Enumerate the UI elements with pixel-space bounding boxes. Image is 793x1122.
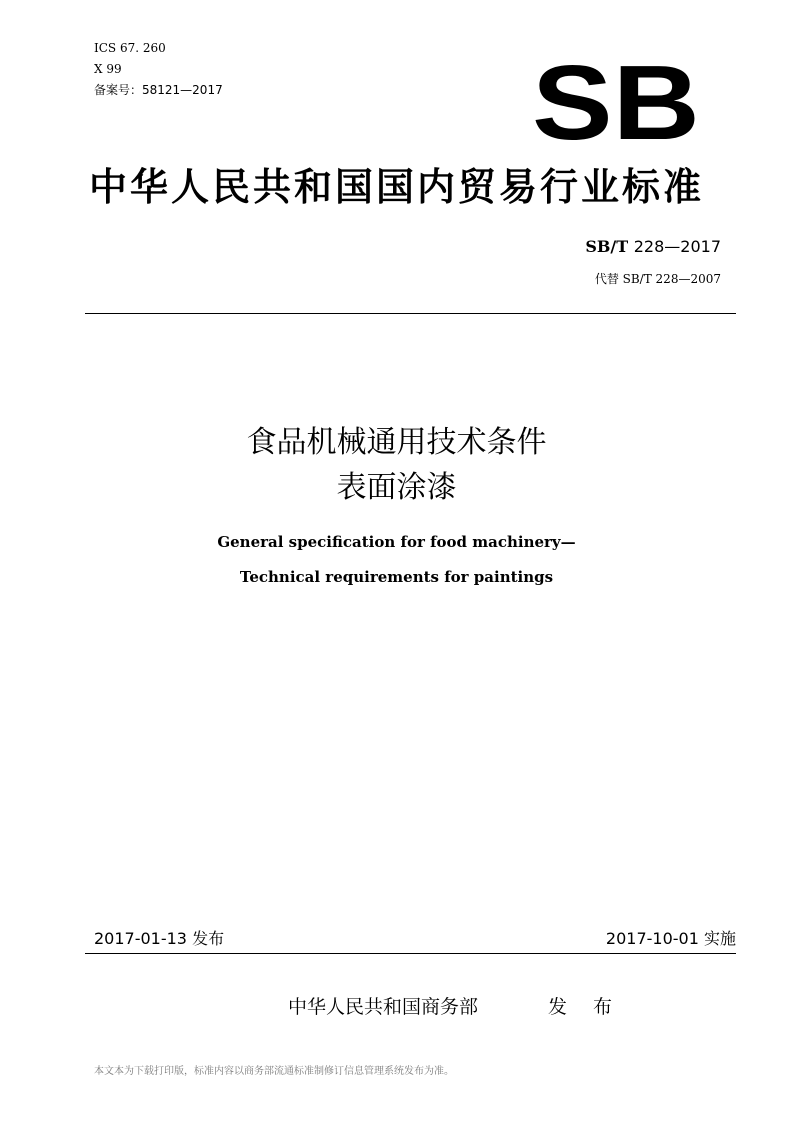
issuer-title: 中华人民共和国国内贸易行业标准 (88, 165, 704, 209)
replaces-standard: 代替 SB/T 228—2007 (594, 272, 721, 286)
record-number: 备案号：58121—2017 (94, 83, 223, 97)
issue-date: 2017-01-13 发布 (94, 929, 225, 948)
publish-label: 发 布 (548, 996, 623, 1018)
standard-number (585, 237, 721, 257)
standard-number-value: 228—2017 (633, 237, 721, 256)
bottom-divider (85, 953, 736, 954)
implementation-date: 2017-10-01 实施 (605, 929, 736, 948)
sb-logo-text: SB (532, 59, 700, 145)
classification-code: X 99 (94, 62, 122, 76)
standard-prefix: SB/T (585, 237, 634, 256)
top-divider (85, 313, 736, 314)
ics-code: ICS 67. 260 (94, 41, 166, 55)
title-english-main: General specification for food machinery— (217, 533, 576, 551)
sb-logo (530, 59, 702, 145)
publisher-name: 中华人民共和国商务部 (288, 996, 479, 1018)
footer-note: 本文本为下载打印版，标准内容以商务部流通标准制修订信息管理系统发布为准。 (94, 1066, 454, 1077)
title-chinese-sub: 表面涂漆 (336, 470, 457, 505)
title-english-sub: Technical requirements for paintings (239, 568, 554, 586)
title-chinese-main: 食品机械通用技术条件 (246, 425, 547, 460)
